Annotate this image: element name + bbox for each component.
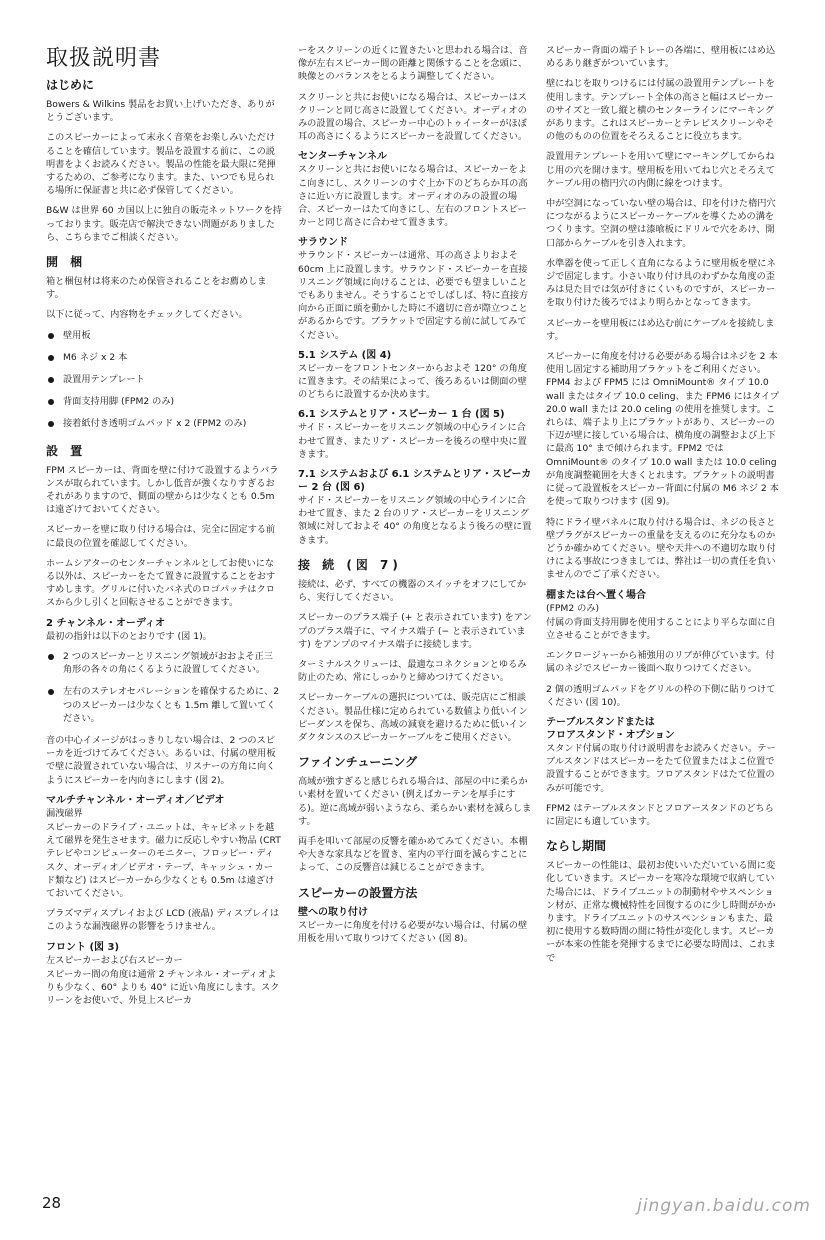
- list-item: 設置用テンプレート: [46, 373, 282, 386]
- subheading-front: フロント (図 3): [46, 941, 120, 953]
- paragraph: 特にドライ壁パネルに取り付ける場合は、ネジの長さと壁プラグがスピーカーの重量を支えるのに充分なものかどうか確かめてください。壁や天井への不適切な取り付けによる事故につきましては、弊社は一切の責任を負いませんのでご了承ください。: [546, 516, 776, 581]
- paragraph: ーをスクリーンの近くに置きたいと思われる場合は、音像が左右スピーカー間の距離と関係することを念頭に、映像とのバランスをとるよう調整してください。: [298, 45, 528, 83]
- paragraph: 高域が強すぎると感じられる場合は、部屋の中に柔らかい素材を置いてください (例えばカーテンを厚手にする)。逆に高域が弱いようなら、柔らかい素材を減らします。: [298, 776, 532, 827]
- paragraph: スピーカー間の角度は通常 2 チャンネル・オーディオよりも少なく、60° よりも 40° に近い角度にします。スクリーンをお使いで、外見上スピーカ: [46, 968, 280, 1007]
- list-item: 左右のステレオセパレーションを確保するために、2 つのスピーカーは少なくとも 1.5m 離して置いてください。: [46, 685, 282, 725]
- page-number: 28: [42, 1194, 62, 1212]
- page-title: 取扱説明書: [46, 46, 162, 71]
- subheading-71-system: 7.1 システムおよび 6.1 システムとリア・スピーカー 2 台 (図 6): [298, 469, 532, 494]
- section-heading-connection: 接 続 (図 7): [298, 557, 402, 572]
- paragraph: サイド・スピーカーをリスニング領域の中心ラインに合わせて置き、またリア・スピーカーを後ろの壁中央に置きます。: [298, 422, 527, 460]
- paragraph: スピーカーケーブルの選択については、販売店にご相談ください。製品仕様に定められている数値より低いインピーダンスを保ち、高域の減衰を避けるために低いインダクタンスのスピーカーケーブルをご使用ください。: [298, 692, 528, 743]
- paragraph: FPM2 はテーブルスタンドとフロアースタンドのどちらに固定にも適しています。: [546, 802, 774, 827]
- paragraph: スピーカーのプラス端子 (+ と表示されています) をアンプのプラス端子に、マイナス端子 (− と表示されています) をアンプのマイナス端子に接続します。: [298, 612, 532, 650]
- paragraph: 中が空洞になっていない壁の場合は、印を付けた楕円穴につながるようにスピーカーケーブルを導くための溝をつくります。空洞の壁は漆喰板にドリルで穴をあけ、開口部からケーブルを引き入れます。: [546, 198, 776, 249]
- paragraph: スピーカーに角度を付ける必要がある場合はネジを 2 本使用し固定する補助用ブラケットをご利用ください。FPM4 および FPM5 には OmniMount® タイプ 10.0 wall またはタイプ 10.0 celing、また FPM6 にはタイプ 20.0 wall または 20.0 celing の使用を推奨します。これらは、端子より上にブラケットがあり、スピーカーの下辺が壁に接している場合は、横角度の調整および上下に最高 10° まで傾けられます。FPM2 では OmniMount® のタイプ 10.0 wall または 10.0 celing が角度調整範囲を大きくとれます。ブラケットの説明書に従って設置板をスピーカー背面に付属の M6 ネジ 2 本を使って取りつけます (図 9)。: [546, 351, 780, 508]
- list-item: 接着紙付き透明ゴムパッド x 2 (FPM2 のみ): [46, 417, 282, 430]
- section-heading-installation: 設 置: [46, 443, 87, 458]
- paragraph: FPM スピーカーは、背面を壁に付けて設置するようバランスが取られています。しかし低音が強くなりすぎるおそれがありますので、側面の壁からは少なくとも 0.5m は遠ざけておいてください。: [46, 464, 279, 516]
- section-heading-speaker-installation: スピーカーの設置方法: [298, 885, 418, 900]
- paragraph: サラウンド・スピーカーは通常、耳の高さよりおよそ 60cm 上に設置します。サラウンド・スピーカーを直接リスニング領域に向けることは、必要でも望ましいことでもありません。そうすることでしばしば、特に直接方向から正面に頭を動かした時に不適切に音が際立つことがあるからです。ブラケットで固定する前に試してみてください。: [298, 250, 529, 341]
- paragraph: 壁にねじを取りつけるには付属の設置用テンプレートを使用します。テンプレート全体の高さと幅はスピーカーのサイズと一致し縦と横のセンターラインにマーキングがあります。これはスピーカーとテレビスクリーンやその他のものの位置をそろえることに役立ちます。: [546, 78, 775, 143]
- paragraph: 箱と梱包材は将来のため保管されることをお薦めします。: [46, 276, 267, 301]
- column-1: [46, 44, 282, 1014]
- paragraph: 以下に従って、内容物をチェックしてください。: [46, 309, 248, 321]
- subheading-shelf-mounting: 棚または台へ置く場合: [546, 589, 646, 601]
- subheading-stand-line-2: フロアスタンド・オプション: [546, 729, 675, 741]
- section-heading-break-in: ならし期間: [546, 839, 607, 854]
- column-2: [298, 44, 532, 952]
- column-3: [546, 44, 780, 972]
- paragraph: サイド・スピーカーをリスニング領域の中心ラインに合わせて置き、また 2 台のリア・スピーカーをリスニング領域に対しておよそ 40° の角度となるよう後ろの壁に置きます。: [298, 495, 532, 546]
- paragraph: スピーカーを壁に取り付ける場合は、完全に固定する前に最良の位置を確認してください。: [46, 524, 276, 549]
- paragraph: スピーカーを壁用板にはめ込む前にケーブルを接続します。: [546, 317, 775, 342]
- paragraph: 2 個の透明ゴムパッドをグリルの枠の下側に貼りつけてください (図 10)。: [546, 683, 776, 708]
- paragraph: このスピーカーによって末永く音楽をお楽しみいただけることを確信しています。製品を設置する前に、この説明書をよくお読みください。製品の性能を最大限に発揮するための、ご参考になります。また、いつでも見られる場所に保証書と共に必ず保管してください。: [46, 132, 276, 197]
- subheading-51-system: 5.1 システム (図 4): [298, 349, 392, 361]
- paragraph: 両手を叩いて部屋の反響を確かめてみてください。本棚や大きな家具などを置き、室内の平行面を減らすことによって、この反響音は減じることができます。: [298, 835, 528, 874]
- subheading-left-right: 左スピーカーおよび右スピーカー: [46, 954, 183, 966]
- paragraph: スピーカーの性能は、最初お使いいただいている間に変化していきます。スピーカーを寒冷な環境で収納していた場合には、ドライブユニットの制動材やサスペンション材が、正常な機械特性を回復するのに少し時間がかかります。ドライブユニットのサスペンションもまた、最初に使用する数時間の間に特性が変化します。スピーカーが本来の性能を発揮するまでに必要な時間は、これまで: [546, 860, 776, 964]
- paragraph: スピーカーのドライブ・ユニットは、キャビネットを越えて磁界を発生させます。磁力に反応しやすい物品 (CRT テレビやコンピューターのモニター、フロッピー・ディスク、オーディオ／ビデオ・テープ、キャッシュ・カード類など) はスピーカーから少なくとも 0.5m は遠ざけておいてください。: [46, 821, 281, 899]
- paragraph: スピーカー背面の端子トレーの各端に、壁用板にはめ込めるあり継ぎがついています。: [546, 45, 776, 70]
- section-heading-unpacking: 開 梱: [46, 255, 87, 270]
- list-item: 2 つのスピーカーとリスニング領域がおおよそ正三角形の各々の角にくるように設置してください。: [46, 650, 282, 676]
- list-item: M6 ネジ x 2 本: [46, 351, 282, 364]
- paragraph: 音の中心イメージがはっきりしない場合は、2 つのスピーカを近づけてみてください。あるいは、付属の壁用板で壁に設置されていない場合は、リスナーの方角に向くようにスピーカーを内向きにします (図 2)。: [46, 734, 276, 786]
- list-item: 壁用板: [46, 329, 282, 342]
- subheading-61-system: 6.1 システムとリア・スピーカー 1 台 (図 5): [298, 409, 505, 421]
- subheading-two-channel: 2 チャンネル・オーディオ: [46, 617, 166, 629]
- paragraph: ホームシアターのセンターチャンネルとしてお使いになる以外は、スピーカーをたて置きに設置することをおすすめします。グリルに付いたバネ式のロゴパッチはクロスから少し引くと回転させることができます。: [46, 557, 276, 609]
- paragraph: スクリーンと共にお使いになる場合は、スピーカーはスクリーンと同じ高さに設置してください。オーディオのみの設置の場合、スピーカー中心のトゥイーターがほぼ耳の高さにくるようにスピーカーを設置してください。: [298, 91, 528, 143]
- paragraph: スクリーンと共にお使いになる場合は、スピーカーをよこ向きにし、スクリーンのすぐ上か下のどちらか耳の高さに近い方に設置します。オーディオのみの設置の場合、スピーカーはたて向きにし、左右のフロントスピーカーと同じ高さに合わせて置きます。: [298, 164, 528, 229]
- subheading-surround: サラウンド: [298, 237, 348, 249]
- subheading-center-channel: センターチャンネル: [298, 151, 387, 163]
- paragraph: ターミナルスクリューは、最適なコネクションとゆるみ防止のため、常にしっかりと締めつけてください。: [298, 658, 527, 684]
- paragraph: 最初の指針は以下のとおりです (図 1)。: [46, 630, 212, 642]
- subheading-stand-line-1: テーブルスタンドまたは: [546, 716, 655, 728]
- subheading-fpm2-only: (FPM2 のみ): [546, 602, 600, 614]
- paragraph: スピーカーに角度を付ける必要がない場合は、付属の壁用板を用いて取りつけてください (図 8)。: [298, 919, 528, 944]
- paragraph: 接続は、必ず、すべての機器のスイッチをオフにしてから、実行してください。: [298, 578, 527, 604]
- paragraph: 設置用テンプレートを用いて壁にマーキングしてからねじ用の穴を開けます。壁用板を用いてねじ穴とそろえてケーブル用の楕円穴の内側に線をつけます。: [546, 151, 775, 189]
- subheading-wall-mounting: 壁への取り付け: [298, 906, 368, 918]
- paragraph: スタンド付属の取り付け説明書をお読みください。テーブルスタンドはスピーカーをたて位置またはよこ位置で設置することができます。フロアスタンドはたて位置のみが可能です。: [546, 742, 776, 794]
- watermark: jingyan.baidu.com: [637, 1196, 811, 1216]
- paragraph: プラズマディスプレイおよび LCD (液晶) ディスプレイはこのような漏洩磁界の影響をうけません。: [46, 908, 280, 933]
- paragraph: 水準器を使って正しく直角になるように壁用板を壁にネジで固定します。小さい取り付け具のわずかな角度の歪みは見た目では気が付きにくいものですが、スピーカーを取り付けた後ろではより明らかとなってきます。: [546, 257, 776, 309]
- subheading-multichannel: マルチチャンネル・オーディオ／ビデオ: [46, 794, 225, 806]
- section-heading-introduction: はじめに: [46, 78, 95, 92]
- paragraph: Bowers & Wilkins 製品をお買い上げいただき、ありがとうございます。: [46, 99, 275, 124]
- list-item: 背面支持用脚 (FPM2 のみ): [46, 395, 282, 408]
- subheading-magnetic-field: 漏洩磁界: [46, 807, 83, 819]
- section-heading-fine-tuning: ファインチューニング: [298, 755, 418, 770]
- paragraph: 付属の背面支持用脚を使用することにより平らな面に自立させることができます。: [546, 616, 776, 641]
- paragraph: スピーカーをフロントセンターからおよそ 120° の角度に置きます。その結果によって、後ろあるいは側面の壁のどちらに設置するか決めます。: [298, 362, 527, 401]
- paragraph: エンクロージャーから補強用のリブが伸びています。付属のネジでスピーカー後面へ取りつけてください。: [546, 650, 775, 675]
- paragraph: B&W は世界 60 カ国以上に独自の販売ネットワークを持っております。販売店で解決できない問題がありましたら、こちらまでご相談ください。: [46, 205, 282, 243]
